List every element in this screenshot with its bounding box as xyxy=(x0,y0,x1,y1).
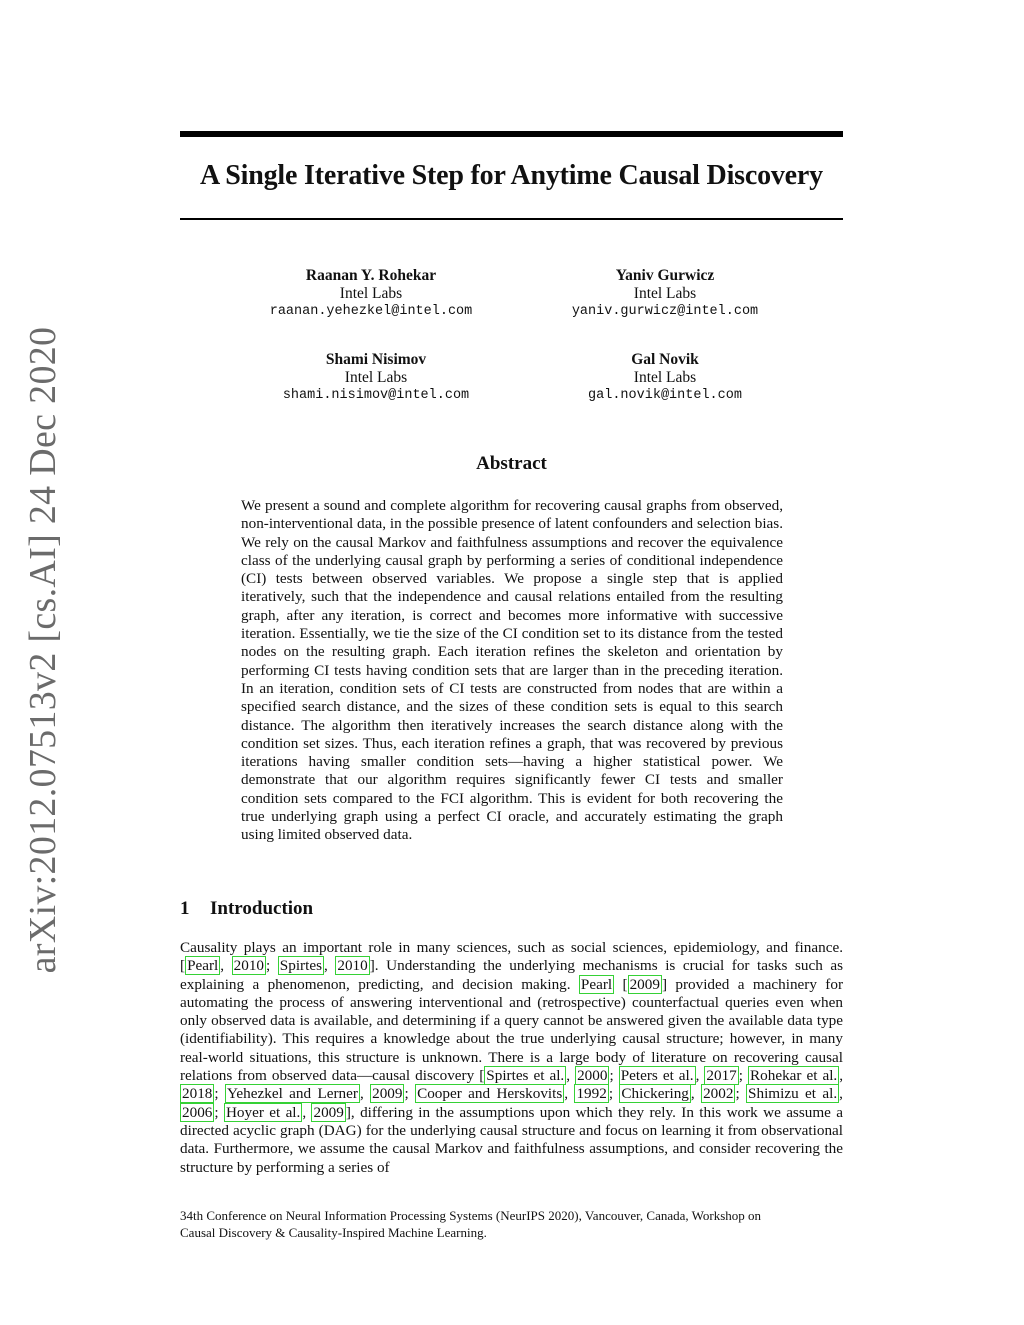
citation-link[interactable]: 2010 xyxy=(337,957,368,975)
citation-link[interactable]: Spirtes et al. xyxy=(486,1067,565,1085)
author-affiliation: Intel Labs xyxy=(344,369,408,386)
intro-text: ]. Understanding the underlying mechanisms is crucial for tasks such as explaining a phenomenon, predicting, and decision making. xyxy=(180,957,843,993)
footnote-line: Causal Discovery & Causality-Inspired Machine Learning. xyxy=(180,1224,487,1240)
intro-text: ] provided a machinery for automating the process of answering interventional and (retrospective) counterfactual queries even when only observed data is available, and determining if a query cannot be answered given the available data type (identifiability). This requires a knowledge about the true underlying causal structure; however, in many real-world situations, this structure is unknown. There is a large body of literature on recovering causal relations from observed data—causal discovery [ xyxy=(180,975,844,1085)
section-title: Introduction xyxy=(210,898,314,919)
author-block xyxy=(530,267,800,321)
citation-link[interactable]: Shimizu et al. xyxy=(748,1085,838,1103)
intro-text: , xyxy=(839,1085,843,1103)
citation-link[interactable]: 2010 xyxy=(233,957,265,975)
intro-text: ; xyxy=(608,1085,620,1103)
abstract-heading: Abstract xyxy=(476,453,547,474)
citation-link[interactable]: Cooper and Herskovits xyxy=(417,1085,563,1103)
citation-link[interactable]: Yehezkel and Lerner xyxy=(226,1085,358,1103)
citation-link[interactable]: Rohekar et al. xyxy=(750,1067,838,1085)
citation-link[interactable]: 2000 xyxy=(577,1067,608,1085)
intro-text: , xyxy=(566,1067,576,1085)
intro-text: , xyxy=(839,1067,844,1085)
intro-text: ], differing in the assumptions upon which they rely. In this work we assume a directed acyclic graph (DAG) for the underlying causal structure and focus on learning it from observational data. Furthermore, we assume the causal Markov and faithfulness assumptions, and consider recovering the structure by performing a series of xyxy=(180,1103,843,1176)
citation-link[interactable]: Spirtes xyxy=(279,957,322,975)
intro-text: ; xyxy=(609,1067,619,1085)
citation-link[interactable]: 2006 xyxy=(182,1103,213,1121)
intro-text: ; xyxy=(214,1085,225,1103)
paper-title: A Single Iterative Step for Anytime Causal Discovery xyxy=(200,160,823,191)
footnote-line: 34th Conference on Neural Information Processing Systems (NeurIPS 2020), Vancouver, Canada, Workshop on xyxy=(180,1208,762,1223)
arxiv-sidebar xyxy=(0,0,64,974)
section-number: 1 xyxy=(180,898,190,919)
author-name: Gal Novik xyxy=(631,351,699,368)
title-rule-top xyxy=(180,131,843,137)
abstract-text: We present a sound and complete algorithm for recovering causal graphs from observed, non-interventional data, in the possible presence of latent confounders and selection bias. We rely on the causal Markov and faithfulness assumptions and recover the equivalence class of the underlying causal graph by performing a series of conditional independence (CI) tests between observed variables. We propose a single step that is applied iteratively, such that the independence and causal relations entailed from the resulting graph, after any iteration, is correct and becomes more informative with successive iteration. Essentially, we tie the size of the CI condition set to its distance from the tested nodes on the resulting graph. Each iteration refines the skeleton and orientation by performing CI tests having condition sets that are larger than in the preceding iteration. In an iteration, condition sets of CI tests are constructed from nodes that are within a specified search distance, and the sizes of these condition sets is equal to this search distance. The algorithm then iteratively increases the search distance along with the condition set sizes. Thus, each iteration refines a graph, that was recovered by previous iterations having smaller condition sets—having a higher statistical power. We demonstrate that our algorithm requires significantly fewer CI tests and smaller condition sets compared to the FCI algorithm. This is evident for both recovering the true underlying graph using a perfect CI oracle, and accurately estimating the graph using limited observed data. xyxy=(241,497,783,844)
citation-link[interactable]: 2002 xyxy=(703,1085,734,1103)
author-block xyxy=(530,351,800,405)
author-email[interactable]: raanan.yehezkel@intel.com xyxy=(269,304,473,319)
intro-text: , xyxy=(359,1085,371,1103)
author-name: Raanan Y. Rohekar xyxy=(305,267,437,284)
intro-text: , xyxy=(564,1085,575,1103)
citation-link[interactable]: 2009 xyxy=(313,1103,344,1121)
intro-text: ; xyxy=(738,1067,749,1085)
intro-text: , xyxy=(302,1103,312,1121)
intro-text: ; xyxy=(735,1085,747,1103)
author-affiliation: Intel Labs xyxy=(339,285,403,302)
citation-link[interactable]: 2009 xyxy=(629,975,660,993)
title-rule-bottom xyxy=(180,218,843,220)
intro-text: , xyxy=(324,957,336,975)
citation-link[interactable]: 2017 xyxy=(706,1067,737,1085)
citation-link[interactable]: Peters et al. xyxy=(620,1067,694,1085)
arxiv-identifier: arXiv:2012.07513v2 [cs.AI] 24 Dec 2020 xyxy=(22,326,64,974)
citation-link[interactable]: 1992 xyxy=(576,1085,607,1103)
author-affiliation: Intel Labs xyxy=(633,369,697,386)
citation-link[interactable]: 2009 xyxy=(372,1085,403,1103)
citation-link[interactable]: Pearl xyxy=(580,975,613,993)
author-affiliation: Intel Labs xyxy=(633,285,697,302)
author-email[interactable]: gal.novik@intel.com xyxy=(588,388,742,403)
author-email[interactable]: yaniv.gurwicz@intel.com xyxy=(571,304,759,319)
citation-link[interactable]: 2018 xyxy=(182,1085,213,1103)
intro-text: , xyxy=(220,957,232,975)
intro-text: ; xyxy=(214,1103,224,1121)
conference-footnote xyxy=(180,1208,843,1241)
section-heading xyxy=(180,898,313,920)
intro-text: [ xyxy=(614,975,628,993)
intro-text: Causality plays an important role in many sciences, such as social sciences, epidemiology, and finance. [ xyxy=(180,939,843,975)
author-name: Yaniv Gurwicz xyxy=(615,267,715,284)
intro-text: ; xyxy=(266,957,278,975)
author-block xyxy=(236,267,506,321)
intro-text: ; xyxy=(404,1085,416,1103)
author-email[interactable]: shami.nisimov@intel.com xyxy=(282,388,470,403)
introduction-paragraph xyxy=(180,939,843,1177)
author-block xyxy=(236,351,516,405)
intro-text: , xyxy=(690,1085,702,1103)
citation-link[interactable]: Hoyer et al. xyxy=(225,1103,301,1121)
citation-link[interactable]: Pearl xyxy=(187,957,219,975)
citation-link[interactable]: Chickering xyxy=(621,1085,689,1103)
author-name: Shami Nisimov xyxy=(325,351,427,368)
intro-text: , xyxy=(695,1067,705,1085)
